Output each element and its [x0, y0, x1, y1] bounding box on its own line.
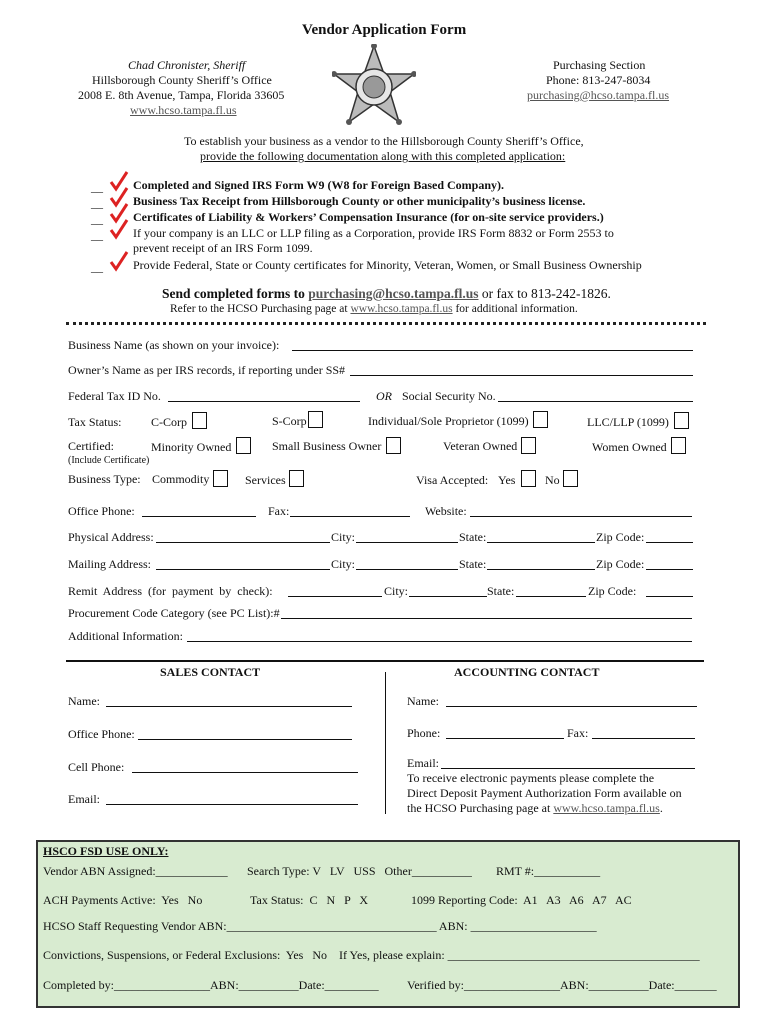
- office-phone-label: Office Phone:: [68, 504, 135, 518]
- minority-owned-checkbox[interactable]: [236, 437, 251, 454]
- additional-info-label: Additional Information:: [68, 629, 183, 643]
- mailing-city-field[interactable]: [356, 569, 458, 570]
- direct-deposit-url-link[interactable]: www.hcso.tampa.fl.us: [553, 801, 660, 815]
- fsd-staff-requesting: HCSO Staff Requesting Vendor ABN:___________________________________ ABN: _____________________: [43, 919, 597, 933]
- physical-zip-field[interactable]: [646, 542, 693, 543]
- direct-deposit-note-3-text: the HCSO Purchasing page at: [407, 801, 551, 815]
- checklist-item-llc-cont: prevent receipt of an IRS Form 1099.: [133, 241, 313, 255]
- business-name-field[interactable]: [292, 350, 693, 351]
- checklist-item-llc: If your company is an LLC or LLP filing as a Corporation, provide IRS Form 8832 or Form 2553 to: [133, 226, 614, 240]
- small-business-checkbox[interactable]: [386, 437, 401, 454]
- office-name: Hillsborough County Sheriff’s Office: [92, 73, 272, 87]
- mailing-city-label: City:: [331, 557, 356, 571]
- business-name-label: Business Name (as shown on your invoice):: [68, 338, 280, 352]
- fsd-completed-by: Completed by:________________ABN:__________Date:_________: [43, 978, 379, 992]
- veteran-owned-label: Veteran Owned: [443, 439, 518, 453]
- commodity-checkbox[interactable]: [213, 470, 228, 487]
- mailing-state-field[interactable]: [487, 569, 595, 570]
- direct-deposit-note-3: [407, 801, 663, 816]
- section-divider: [66, 322, 706, 325]
- refer-url-link[interactable]: www.hcso.tampa.fl.us: [350, 303, 453, 315]
- mailing-zip-field[interactable]: [646, 569, 693, 570]
- fsd-tax-status: Tax Status: C N P X: [250, 893, 369, 907]
- remit-state-field[interactable]: [516, 596, 586, 597]
- sales-cell-phone-field[interactable]: [132, 772, 358, 773]
- visa-yes-checkbox[interactable]: [521, 470, 536, 487]
- physical-city-field[interactable]: [356, 542, 458, 543]
- accounting-fax-label: Fax:: [567, 726, 589, 740]
- send-forms-line: [162, 286, 611, 302]
- visa-label: Visa Accepted:: [416, 473, 489, 487]
- checklist-item-tax-receipt: Business Tax Receipt from Hillsborough County or other municipality’s business license.: [133, 194, 586, 208]
- mailing-state-label: State:: [459, 557, 487, 571]
- physical-address-label: Physical Address:: [68, 530, 154, 544]
- or-label: OR: [376, 389, 392, 403]
- send-fax: or fax to 813-242-1826.: [481, 286, 611, 301]
- sales-office-phone-label: Office Phone:: [68, 727, 135, 741]
- women-owned-label: Women Owned: [592, 440, 667, 454]
- s-corp-label: S-Corp: [272, 414, 307, 428]
- services-checkbox[interactable]: [289, 470, 304, 487]
- small-business-label: Small Business Owner: [272, 439, 382, 453]
- website-field[interactable]: [470, 516, 692, 517]
- sales-name-label: Name:: [68, 694, 100, 708]
- veteran-owned-checkbox[interactable]: [521, 437, 536, 454]
- tax-status-label: Tax Status:: [68, 415, 122, 429]
- physical-state-field[interactable]: [487, 542, 595, 543]
- fax-field[interactable]: [290, 516, 410, 517]
- procurement-label: Procurement Code Category (see PC List):#: [68, 606, 280, 620]
- accounting-email-field[interactable]: [441, 768, 695, 769]
- sales-email-field[interactable]: [106, 804, 358, 805]
- checklist-item-certificates: Provide Federal, State or County certificates for Minority, Veteran, Women, or Small Business Ownership: [133, 258, 642, 272]
- refer-line: [170, 303, 578, 315]
- mailing-address-label: Mailing Address:: [68, 557, 151, 571]
- fsd-heading: HSCO FSD USE ONLY:: [43, 844, 169, 858]
- certified-label: Certified:: [68, 439, 114, 453]
- llc-label: LLC/LLP (1099): [587, 415, 669, 429]
- owner-name-label: Owner’s Name as per IRS records, if reporting under SS#: [68, 363, 346, 377]
- page-title: Vendor Application Form: [302, 22, 467, 38]
- remit-state-label: State:: [487, 584, 515, 598]
- check-blank: __: [91, 212, 103, 226]
- sheriff-name: Chad Chronister, Sheriff: [128, 58, 246, 72]
- accounting-email-label: Email:: [407, 756, 439, 770]
- individual-label: Individual/Sole Proprietor (1099): [368, 414, 529, 428]
- accounting-phone-label: Phone:: [407, 726, 441, 740]
- include-certificate-note: (Include Certificate): [68, 455, 150, 466]
- sales-office-phone-field[interactable]: [138, 739, 352, 740]
- sales-cell-phone-label: Cell Phone:: [68, 760, 125, 774]
- check-blank: __: [91, 228, 103, 242]
- fax-label: Fax:: [268, 504, 290, 518]
- ssn-label: Social Security No.: [402, 389, 496, 403]
- fsd-rmt: RMT #:___________: [496, 864, 601, 878]
- c-corp-checkbox[interactable]: [192, 412, 207, 429]
- fsd-search-type: Search Type: V LV USS Other__________: [247, 864, 472, 878]
- refer-suffix: for additional information.: [455, 303, 578, 315]
- remit-city-field[interactable]: [409, 596, 487, 597]
- accounting-name-field[interactable]: [446, 706, 697, 707]
- sales-name-field[interactable]: [106, 706, 352, 707]
- commodity-label: Commodity: [152, 472, 210, 486]
- purchasing-email-link[interactable]: purchasing@hcso.tampa.fl.us: [527, 88, 670, 102]
- physical-address-field[interactable]: [156, 542, 330, 543]
- minority-owned-label: Minority Owned: [151, 440, 232, 454]
- physical-zip-label: Zip Code:: [596, 530, 645, 544]
- red-checkmark-icon: [108, 250, 130, 272]
- direct-deposit-note-1: To receive electronic payments please complete the: [407, 771, 655, 785]
- mailing-zip-label: Zip Code:: [596, 557, 645, 571]
- direct-deposit-note-2: Direct Deposit Payment Authorization Form available on: [407, 786, 682, 800]
- remit-zip-label: Zip Code:: [588, 584, 637, 598]
- visa-no-label: No: [545, 473, 560, 487]
- contacts-column-divider: [385, 672, 386, 814]
- services-label: Services: [245, 473, 286, 487]
- accounting-phone-field[interactable]: [446, 738, 564, 739]
- federal-tax-label: Federal Tax ID No.: [68, 389, 161, 403]
- contacts-divider: [66, 660, 704, 662]
- mailing-address-field[interactable]: [156, 569, 330, 570]
- fsd-reporting-code: 1099 Reporting Code: A1 A3 A6 A7 AC: [411, 893, 632, 907]
- physical-state-label: State:: [459, 530, 487, 544]
- office-website-link[interactable]: www.hcso.tampa.fl.us: [130, 103, 237, 117]
- direct-deposit-note-3-suffix: .: [659, 801, 663, 815]
- remit-address-field[interactable]: [288, 596, 382, 597]
- c-corp-label: C-Corp: [151, 415, 187, 429]
- additional-info-field[interactable]: [187, 641, 692, 642]
- ssn-field[interactable]: [498, 401, 693, 402]
- accounting-contact-heading: ACCOUNTING CONTACT: [454, 665, 600, 679]
- remit-address-label: Remit Address (for payment by check):: [68, 584, 273, 598]
- purchasing-phone: Phone: 813-247-8034: [546, 73, 651, 87]
- fsd-convictions: Convictions, Suspensions, or Federal Exclusions: Yes No If Yes, please explain: __________________________________________: [43, 948, 700, 962]
- federal-tax-field[interactable]: [168, 401, 360, 402]
- check-blank: __: [91, 260, 103, 274]
- visa-yes-label: Yes: [498, 473, 516, 487]
- accounting-fax-field[interactable]: [592, 738, 695, 739]
- owner-ssn-field[interactable]: [350, 375, 693, 376]
- send-email-link[interactable]: purchasing@hcso.tampa.fl.us: [308, 286, 479, 301]
- red-checkmark-icon: [108, 218, 130, 240]
- sales-email-label: Email:: [68, 792, 100, 806]
- remit-zip-field[interactable]: [646, 596, 693, 597]
- procurement-field[interactable]: [281, 618, 692, 619]
- send-label: Send completed forms to: [162, 286, 305, 301]
- fsd-ach: ACH Payments Active: Yes No: [43, 893, 203, 907]
- fsd-verified-by: Verified by:________________ABN:__________Date:_______: [407, 978, 717, 992]
- refer-label: Refer to the HCSO Purchasing page at: [170, 303, 348, 315]
- checklist-item-w9: Completed and Signed IRS Form W9 (W8 for Foreign Based Company).: [133, 178, 505, 192]
- women-owned-checkbox[interactable]: [671, 437, 686, 454]
- check-blank: __: [91, 180, 103, 194]
- purchasing-section: Purchasing Section: [553, 58, 646, 72]
- physical-city-label: City:: [331, 530, 356, 544]
- business-type-label: Business Type:: [68, 472, 141, 486]
- intro-line-2: provide the following documentation along with this completed application:: [200, 149, 566, 163]
- individual-checkbox[interactable]: [533, 411, 548, 428]
- sales-contact-heading: SALES CONTACT: [160, 665, 261, 679]
- visa-no-checkbox[interactable]: [563, 470, 578, 487]
- checklist-item-insurance: Certificates of Liability & Workers’ Compensation Insurance (for on-site service providers.): [133, 210, 604, 224]
- office-address: 2008 E. 8th Avenue, Tampa, Florida 33605: [78, 88, 285, 102]
- fsd-vendor-abn: Vendor ABN Assigned:____________: [43, 864, 228, 878]
- website-label: Website:: [425, 504, 467, 518]
- office-phone-field[interactable]: [142, 516, 256, 517]
- intro-line-1: To establish your business as a vendor to the Hillsborough County Sheriff’s Office,: [184, 134, 584, 148]
- sheriff-star-badge-icon: [332, 44, 416, 136]
- check-blank: __: [91, 196, 103, 210]
- llc-checkbox[interactable]: [674, 412, 689, 429]
- s-corp-checkbox[interactable]: [308, 411, 323, 428]
- remit-city-label: City:: [384, 584, 409, 598]
- accounting-name-label: Name:: [407, 694, 439, 708]
